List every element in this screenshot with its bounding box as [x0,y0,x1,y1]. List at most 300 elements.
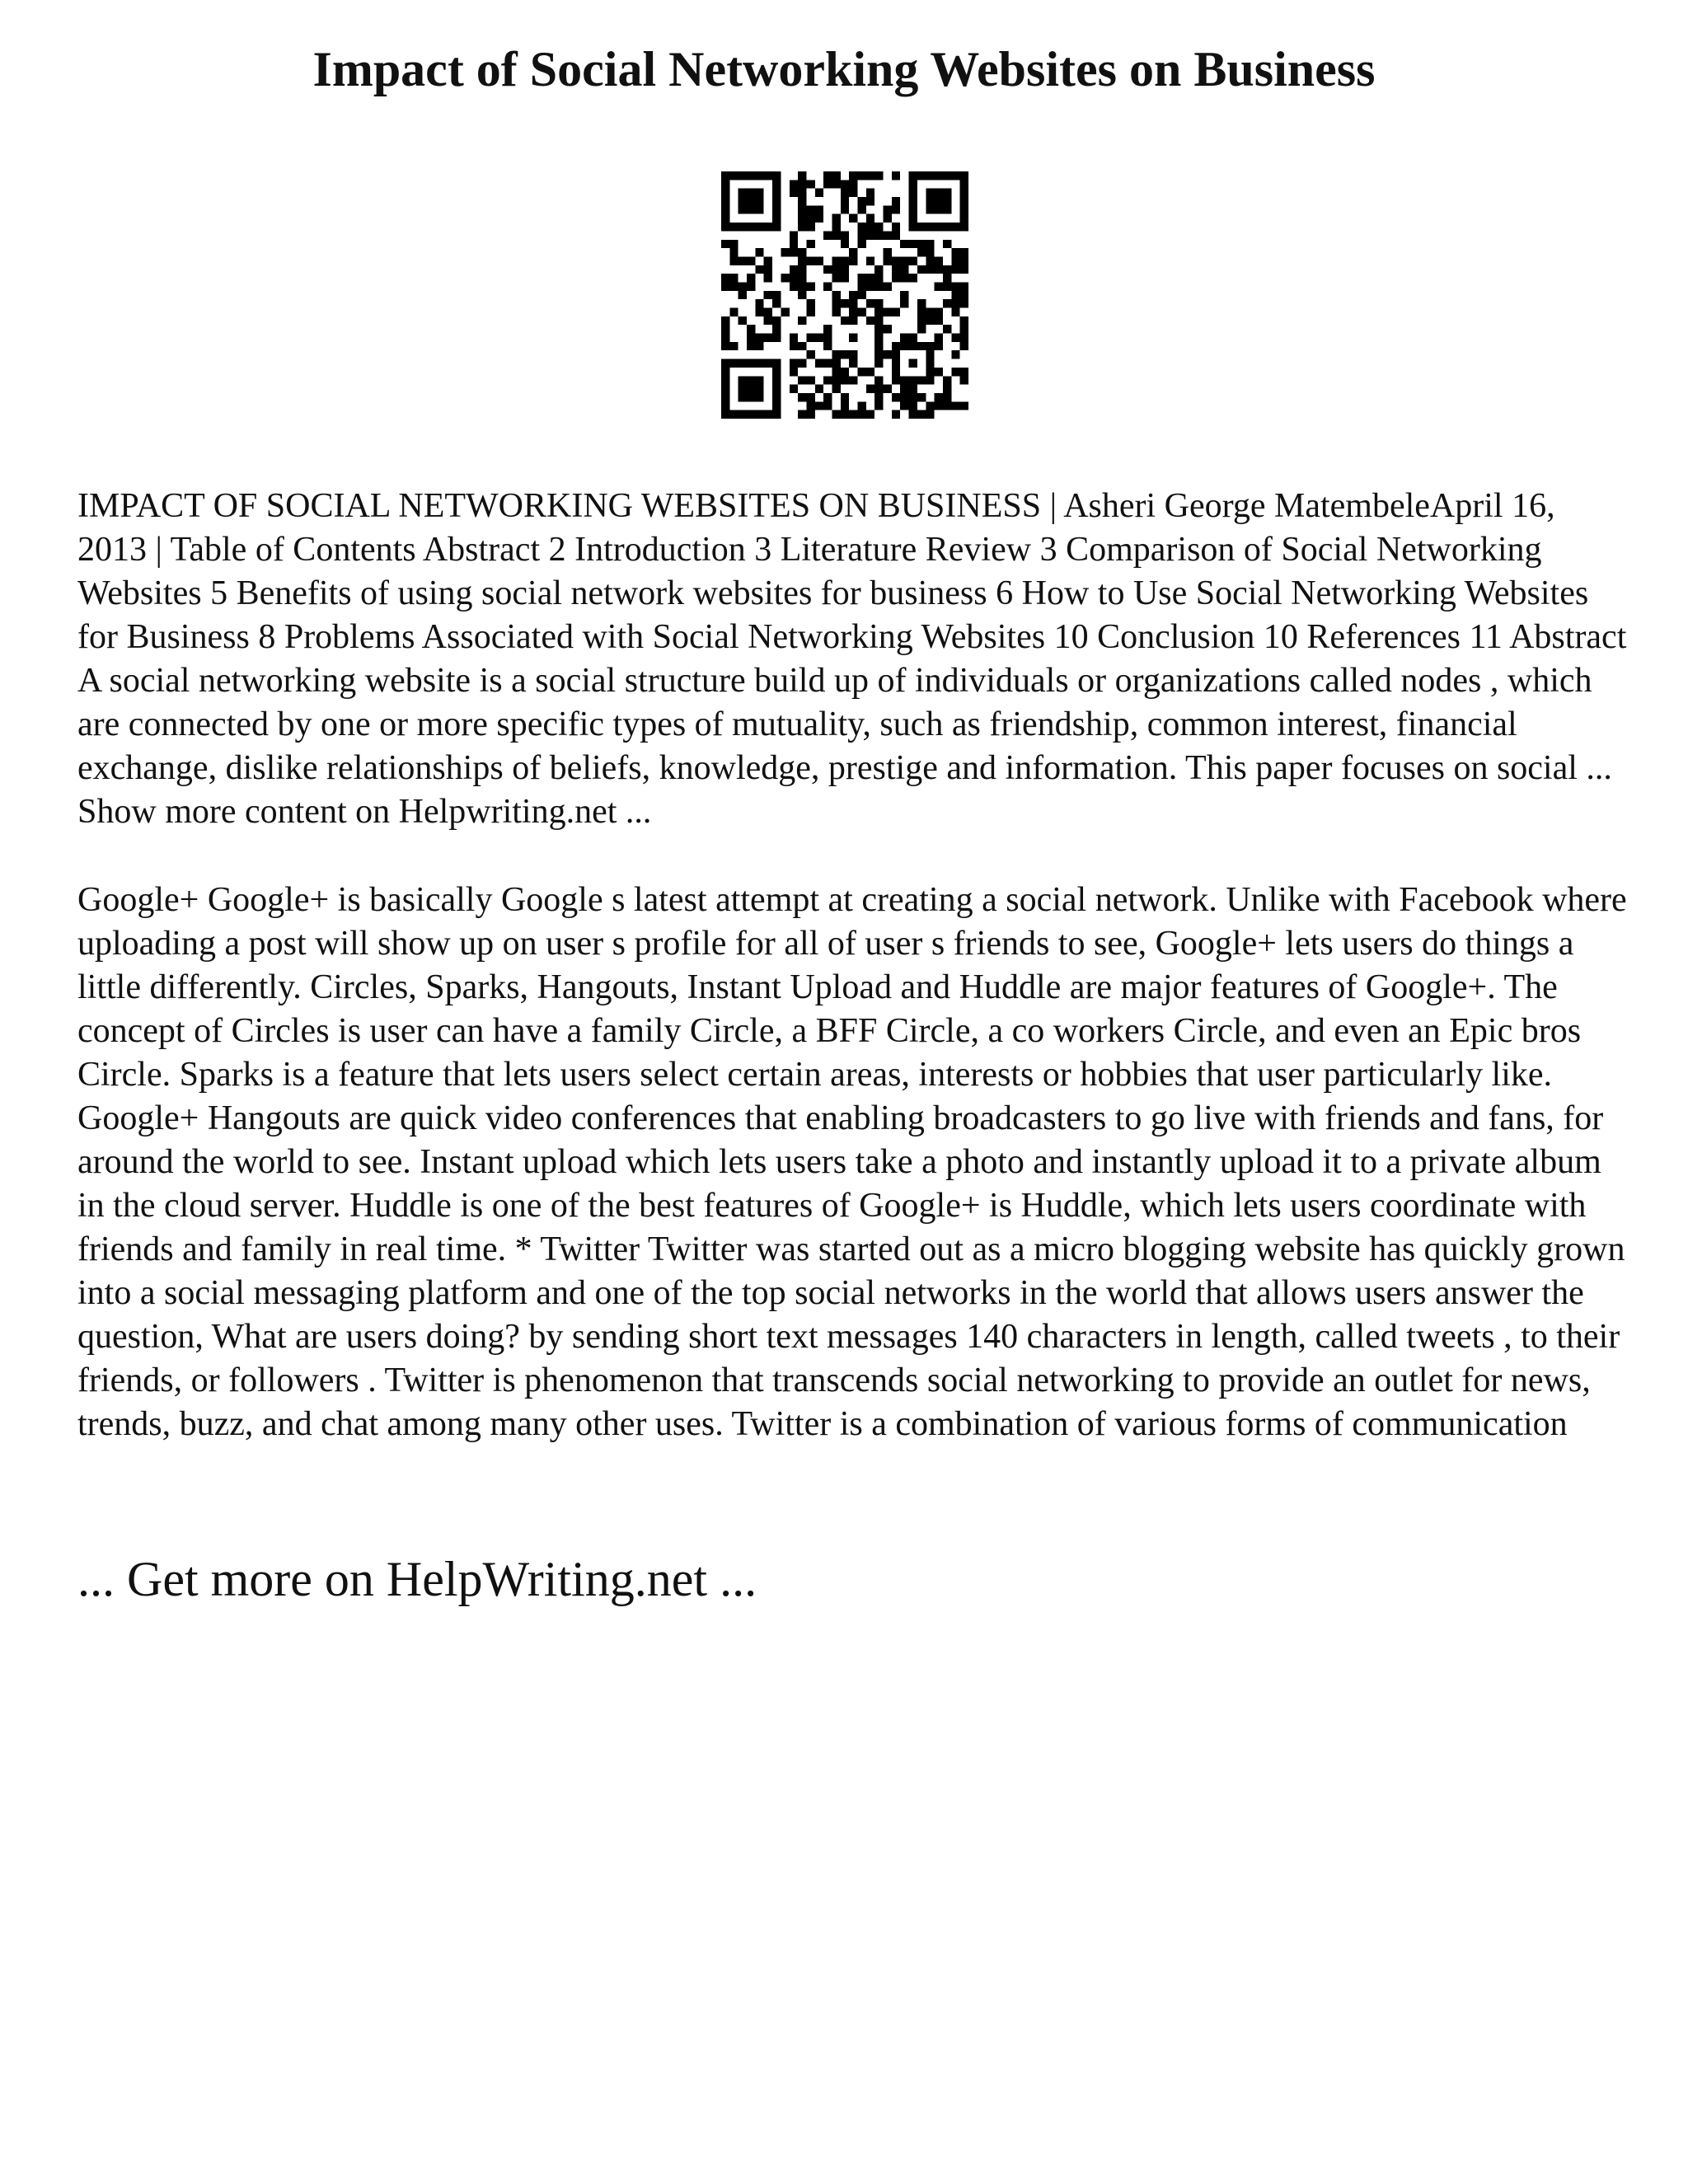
qr-module [806,282,814,290]
qr-module [874,299,883,307]
qr-module [909,401,917,410]
qr-module [943,240,951,248]
qr-module [909,256,917,265]
qr-module [943,385,951,393]
qr-module [738,282,747,290]
qr-module [892,308,900,316]
qr-module [738,197,747,205]
qr-module [926,256,934,265]
qr-module [721,385,729,393]
qr-module [874,223,883,231]
qr-module [926,368,934,376]
qr-module [832,376,840,384]
qr-module [884,248,892,256]
qr-module [823,265,832,274]
qr-module [806,256,814,265]
qr-module [772,376,781,384]
qr-module [747,385,755,393]
qr-module [832,171,840,180]
qr-module [772,171,781,180]
qr-module [790,274,798,282]
qr-module [960,197,968,205]
qr-module [738,291,747,299]
qr-module [823,180,832,188]
qr-module [917,376,926,384]
qr-module [892,376,900,384]
qr-module [832,180,840,188]
qr-module [849,410,857,419]
qr-module [866,299,874,307]
qr-module [909,189,917,197]
qr-module [849,308,857,316]
qr-module [858,205,866,213]
qr-module [798,282,806,290]
qr-module [798,223,806,231]
qr-module [909,171,917,180]
qr-module [806,376,814,384]
qr-module [747,205,755,213]
qr-module [772,401,781,410]
qr-module [790,231,798,239]
qr-module [892,205,900,213]
qr-module [849,376,857,384]
qr-module [960,401,968,410]
qr-module [738,410,747,419]
qr-module [790,180,798,188]
qr-module [892,256,900,265]
qr-module [798,274,806,282]
qr-module [729,248,738,256]
qr-module [841,197,849,205]
qr-module [866,214,874,223]
qr-module [755,171,763,180]
qr-module [747,189,755,197]
qr-module [909,214,917,223]
qr-module [866,231,874,239]
qr-module [738,223,747,231]
qr-module [841,368,849,376]
qr-module [909,180,917,188]
qr-module [943,325,951,333]
qr-module [926,316,934,325]
qr-module [849,171,857,180]
qr-module [900,240,908,248]
qr-module [729,308,738,316]
qr-module [858,197,866,205]
qr-module [798,291,806,299]
body-paragraph-1: IMPACT OF SOCIAL NETWORKING WEBSITES ON BUSINESS | Asheri George MatembeleApril 16, 2013 | Table of Contents Abstract 2 Introduction 3 Literature Review 3 Comparison of Social Networking Websites 5 Benefits of using social network websites for business 6 How to Use Social Networking Websites for Business 8 Problems Associated with Social Networking Websites 10 Conclusion 10 References 11 Abstract A social networking website is a social structure build up of individuals or organizations called nodes , which are connected by one or more specific types of mutuality, such as friendship, common interest, financial exchange, dislike relationships of beliefs, knowledge, prestige and information. This paper focuses on social ... Show more content on Helpwriting.net ... [77,487,1627,831]
qr-module [866,410,874,419]
qr-module [951,334,959,342]
page-title: Impact of Social Networking Websites on Business [312,42,1376,96]
qr-module [849,316,857,325]
qr-module [729,171,738,180]
qr-module [909,342,917,350]
qr-module [772,223,781,231]
qr-module [729,359,738,368]
qr-module [832,385,840,393]
qr-module [806,240,814,248]
qr-module [747,171,755,180]
qr-module [755,265,763,274]
qr-module [917,308,926,316]
qr-module [935,316,943,325]
qr-module [909,334,917,342]
qr-module [951,223,959,231]
qr-module [806,350,814,359]
qr-module [935,223,943,231]
qr-module [841,180,849,188]
qr-module [790,342,798,350]
qr-module [951,350,959,359]
qr-module [909,393,917,401]
qr-module [884,325,892,333]
qr-module [798,180,806,188]
qr-module [729,342,738,350]
qr-module [849,299,857,307]
qr-module [755,248,763,256]
qr-module [790,368,798,376]
qr-module [874,350,883,359]
qr-module [866,223,874,231]
qr-module [747,256,755,265]
qr-module [858,231,866,239]
qr-module [892,274,900,282]
qr-module [798,214,806,223]
qr-module [806,299,814,307]
qr-module [943,299,951,307]
qr-module [960,316,968,325]
qr-module [892,265,900,274]
qr-module [874,171,883,180]
qr-module [892,197,900,205]
qr-module [926,401,934,410]
qr-module [917,325,926,333]
qr-module [917,299,926,307]
qr-module [755,334,763,342]
qr-module [738,205,747,213]
qr-module [960,299,968,307]
qr-module [858,410,866,419]
qr-module [926,171,934,180]
qr-module [943,282,951,290]
qr-module [917,342,926,350]
qr-module [951,282,959,290]
qr-module [729,282,738,290]
qr-module [841,410,849,419]
qr-module [926,205,934,213]
qr-module [960,325,968,333]
qr-module [747,223,755,231]
qr-module [926,342,934,350]
qr-module [841,376,849,384]
qr-module [806,180,814,188]
qr-module [943,274,951,282]
qr-module [747,359,755,368]
qr-module [866,256,874,265]
qr-module [960,223,968,231]
qr-module [951,308,959,316]
qr-module [935,171,943,180]
qr-module [951,291,959,299]
qr-module [790,385,798,393]
qr-module [884,231,892,239]
qr-module [900,274,908,282]
qr-module [858,223,866,231]
qr-module [747,197,755,205]
qr-module [866,316,874,325]
qr-module [755,299,763,307]
qr-module [909,205,917,213]
qr-module [772,197,781,205]
qr-module [729,223,738,231]
qr-module [823,393,832,401]
qr-module [884,214,892,223]
qr-module [935,342,943,350]
qr-module [841,393,849,401]
qr-module [874,334,883,342]
qr-module [935,256,943,265]
qr-module [790,189,798,197]
qr-module [729,240,738,248]
qr-module [738,256,747,265]
qr-module [926,308,934,316]
qr-module [738,316,747,325]
qr-module [884,308,892,316]
qr-module [900,299,908,307]
qr-module [926,350,934,359]
qr-module [721,282,729,290]
qr-module [841,240,849,248]
qr-module [755,197,763,205]
qr-module [832,214,840,223]
qr-module [772,299,781,307]
qr-module [815,385,823,393]
qr-module [798,256,806,265]
qr-module [755,205,763,213]
qr-module [951,401,959,410]
qr-module [815,334,823,342]
qr-module [798,342,806,350]
qr-module [747,376,755,384]
qr-module [798,376,806,384]
qr-module [917,248,926,256]
qr-module [884,256,892,265]
qr-module [917,410,926,419]
qr-module [823,376,832,384]
qr-module [764,265,772,274]
qr-module [909,376,917,384]
qr-module [798,316,806,325]
qr-module [772,180,781,188]
qr-module [755,376,763,384]
qr-module [866,189,874,197]
qr-module [764,359,772,368]
qr-module [951,248,959,256]
qr-module [764,274,772,282]
qr-module [892,359,900,368]
qr-module [892,368,900,376]
qr-module [806,401,814,410]
qr-module [960,214,968,223]
qr-module [747,282,755,290]
qr-module [874,359,883,368]
qr-module [960,334,968,342]
qr-module [729,410,738,419]
qr-module [841,265,849,274]
qr-module [926,189,934,197]
qr-module [790,359,798,368]
qr-module [917,240,926,248]
qr-module [926,223,934,231]
qr-module [721,376,729,384]
qr-module [960,265,968,274]
qr-module [841,205,849,213]
qr-module [858,171,866,180]
qr-module [798,393,806,401]
qr-module [721,368,729,376]
qr-module [832,350,840,359]
qr-module [764,316,772,325]
qr-module [738,393,747,401]
qr-module [790,282,798,290]
qr-module [909,197,917,205]
qr-module [823,282,832,290]
qr-module [755,189,763,197]
qr-module [721,197,729,205]
qr-module [892,350,900,359]
qr-module [900,291,908,299]
qr-module [781,308,789,316]
qr-module [866,282,874,290]
qr-module [823,334,832,342]
qr-module [772,393,781,401]
qr-module [935,368,943,376]
qr-module [917,265,926,274]
qr-module [951,299,959,307]
qr-module [909,274,917,282]
qr-module [960,205,968,213]
qr-module [926,240,934,248]
qr-module [781,248,789,256]
qr-module [951,368,959,376]
qr-module [935,401,943,410]
qr-module [738,189,747,197]
qr-module [909,385,917,393]
qr-module [909,410,917,419]
qr-module [806,308,814,316]
qr-module [874,231,883,239]
qr-module [790,248,798,256]
qr-module [823,325,832,333]
qr-module [943,223,951,231]
qr-module [747,342,755,350]
qr-module [747,274,755,282]
qr-module [960,189,968,197]
qr-module [874,393,883,401]
qr-module [832,265,840,274]
qr-module [900,385,908,393]
qr-module [943,197,951,205]
qr-module [866,385,874,393]
qr-module [874,325,883,333]
qr-module [892,171,900,180]
qr-module [849,256,857,265]
qr-module [866,368,874,376]
qr-module [926,376,934,384]
qr-module [721,316,729,325]
qr-module [900,256,908,265]
qr-module [806,214,814,223]
qr-module [806,410,814,419]
qr-module [772,291,781,299]
qr-module [926,410,934,419]
qr-module [755,359,763,368]
qr-module [874,274,883,282]
qr-module [721,359,729,368]
qr-module [858,274,866,282]
qr-module [841,256,849,265]
qr-module [900,376,908,384]
qr-module [884,205,892,213]
get-more-link[interactable]: ... Get more on HelpWriting.net ... [77,1552,757,1606]
qr-module [841,350,849,359]
qr-module [772,205,781,213]
qr-module [858,308,866,316]
qr-module [832,231,840,239]
qr-module [798,189,806,197]
qr-module [764,171,772,180]
qr-module [909,240,917,248]
qr-module [747,410,755,419]
qr-module [755,308,763,316]
qr-module [943,265,951,274]
qr-module [849,214,857,223]
qr-module [858,368,866,376]
qr-module [815,256,823,265]
qr-module [721,393,729,401]
qr-module [849,180,857,188]
qr-module [935,205,943,213]
qr-module [832,410,840,419]
qr-module [935,197,943,205]
qr-module [832,359,840,368]
qr-module [849,248,857,256]
qr-module [935,282,943,290]
qr-module [935,334,943,342]
qr-module [884,350,892,359]
qr-module [823,171,832,180]
qr-module [892,223,900,231]
qr-module [917,223,926,231]
qr-module [747,393,755,401]
qr-module [772,189,781,197]
qr-module [772,368,781,376]
qr-module [772,359,781,368]
qr-module [755,342,763,350]
qr-module [721,401,729,410]
qr-module [729,274,738,282]
qr-module [806,334,814,342]
qr-module [866,197,874,205]
qr-module [943,171,951,180]
qr-module [772,325,781,333]
qr-module [917,171,926,180]
qr-module [721,325,729,333]
qr-module [874,308,883,316]
qr-module [798,410,806,419]
qr-module [909,223,917,231]
